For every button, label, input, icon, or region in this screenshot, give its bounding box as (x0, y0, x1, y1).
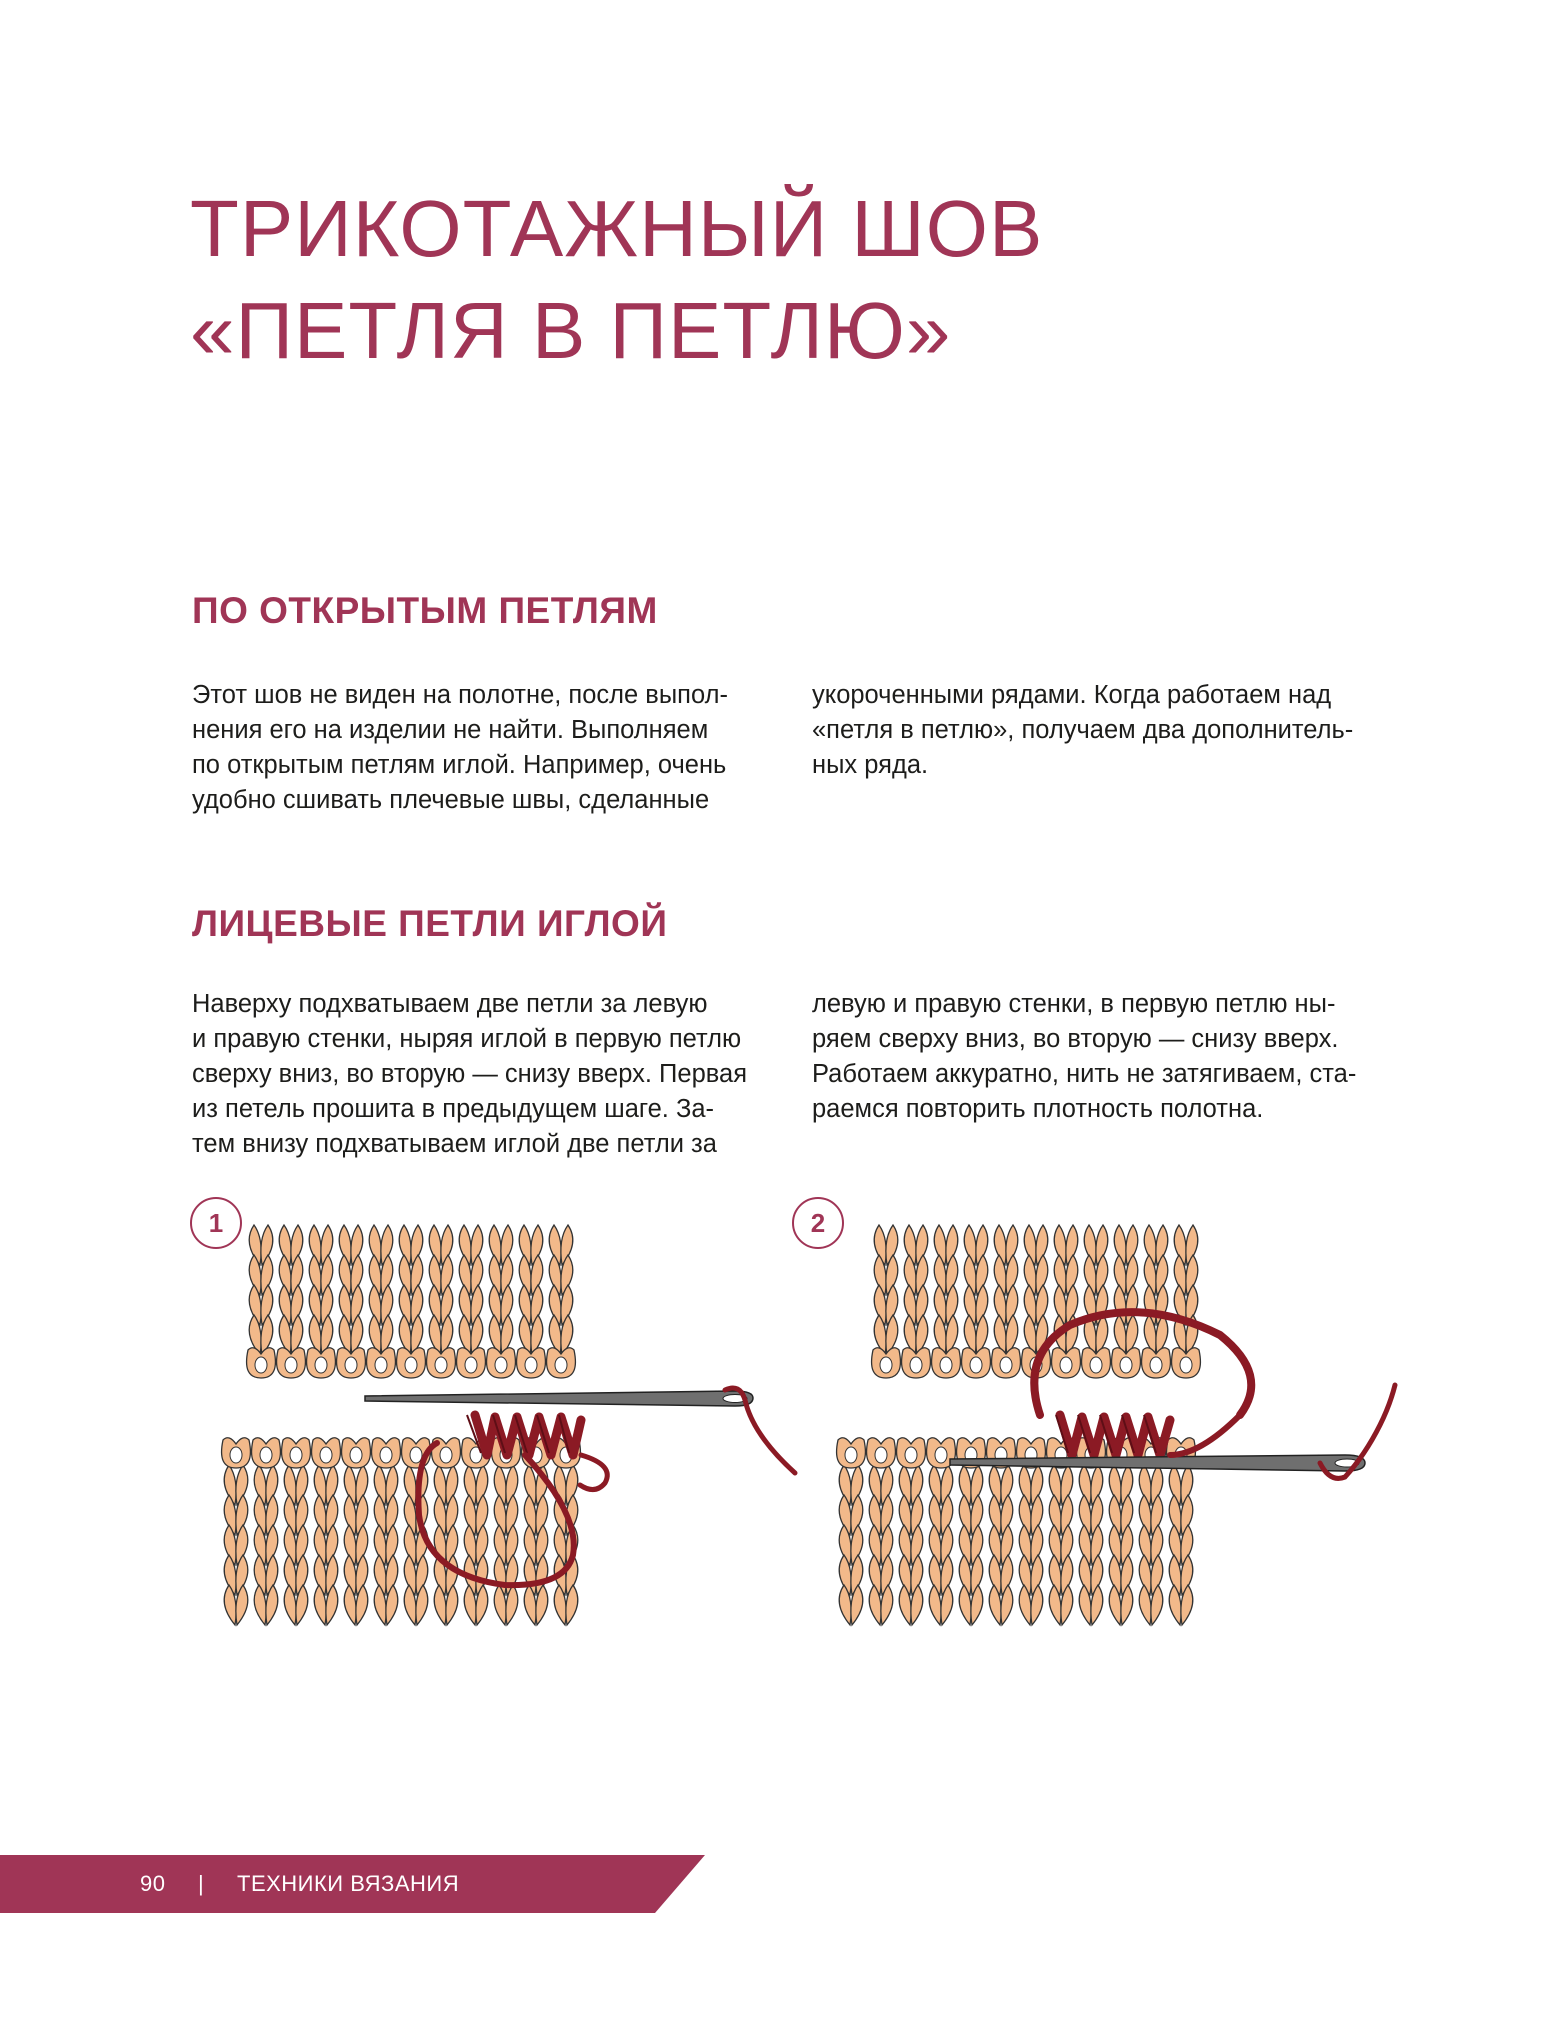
knit-loop-hole (880, 1357, 892, 1373)
text-line: удобно сшивать плечевые швы, сделанные (192, 786, 710, 814)
step-1-badge: 1 (190, 1197, 242, 1249)
knit-loop-hole (290, 1447, 302, 1463)
knit-loop-hole (1090, 1357, 1102, 1373)
text-line: левую и правую стенки, в первую петлю ны- (812, 990, 1336, 1018)
knit-fabric-bottom (222, 1438, 581, 1625)
knit-loop-hole (405, 1357, 417, 1373)
text-line: Этот шов не виден на полотне, после выпол- (192, 681, 728, 709)
knit-loop-hole (1180, 1357, 1192, 1373)
text-line: и правую стенки, ныряя иглой в первую петлю (192, 1025, 742, 1053)
knit-loop-hole (285, 1357, 297, 1373)
knit-loop-hole (495, 1357, 507, 1373)
text-line: тем внизу подхватываем иглой две петли за (192, 1130, 717, 1158)
knit-loop-hole (440, 1447, 452, 1463)
text-line: сверху вниз, во вторую — снизу вверх. Первая (192, 1060, 747, 1088)
title-line-2: «ПЕТЛЯ В ПЕТЛЮ» (190, 286, 952, 375)
text-line: раемся повторить плотность полотна. (812, 1095, 1264, 1123)
knit-loop-hole (1060, 1357, 1072, 1373)
needle-icon (365, 1391, 753, 1406)
text-line: «петля в петлю», получаем два дополнитель- (812, 716, 1354, 744)
footer-separator: | (198, 1871, 205, 1896)
knit-loop-hole (320, 1447, 332, 1463)
text-line: укороченными рядами. Когда работаем над (812, 681, 1332, 709)
page-title (190, 178, 1043, 382)
section1-column-2 (812, 678, 1385, 783)
figure-step-1-illustration (205, 1215, 805, 1675)
text-line: Работаем аккуратно, нить не затягиваем, ста- (812, 1060, 1357, 1088)
page-number: 90 (140, 1871, 166, 1896)
knit-loop-hole (555, 1357, 567, 1373)
title-line-1: ТРИКОТАЖНЫЙ ШОВ (190, 184, 1044, 273)
knit-loop-hole (230, 1447, 242, 1463)
knit-fabric-top (247, 1225, 576, 1378)
knit-loop-hole (345, 1357, 357, 1373)
step-2-badge: 2 (792, 1197, 844, 1249)
knit-loop-hole (465, 1357, 477, 1373)
section2-column-1 (192, 987, 765, 1162)
knit-loop-hole (875, 1447, 887, 1463)
section2-column-2 (812, 987, 1385, 1127)
knit-loop-hole (845, 1447, 857, 1463)
text-line: Наверху подхватываем две петли за левую (192, 990, 708, 1018)
text-line: ряем сверху вниз, во вторую — снизу вверх. (812, 1025, 1339, 1053)
text-line: из петель прошита в предыдущем шаге. За- (192, 1095, 715, 1123)
knit-loop-hole (350, 1447, 362, 1463)
knit-loop-hole (1120, 1357, 1132, 1373)
knit-loop-hole (260, 1447, 272, 1463)
text-line: по открытым петлям иглой. Например, очень (192, 751, 727, 779)
knit-loop-hole (410, 1447, 422, 1463)
section-heading-open-loops: ПО ОТКРЫТЫМ ПЕТЛЯМ (192, 590, 658, 631)
knit-loop-hole (940, 1357, 952, 1373)
knit-loop-hole (525, 1357, 537, 1373)
knit-loop-hole (970, 1357, 982, 1373)
section-heading-knit-stitches: ЛИЦЕВЫЕ ПЕТЛИ ИГЛОЙ (192, 903, 668, 944)
knit-loop-hole (1150, 1357, 1162, 1373)
knit-loop-hole (1000, 1357, 1012, 1373)
footer-section-title: ТЕХНИКИ ВЯЗАНИЯ (237, 1871, 460, 1896)
knit-loop-hole (315, 1357, 327, 1373)
knit-loop-hole (435, 1357, 447, 1373)
figure-step-2-illustration (820, 1215, 1420, 1675)
knit-loop-hole (905, 1447, 917, 1463)
knit-fabric-top (872, 1225, 1201, 1378)
knit-loop-hole (255, 1357, 267, 1373)
knit-loop-hole (380, 1447, 392, 1463)
section1-column-1 (192, 678, 765, 818)
knit-loop-hole (910, 1357, 922, 1373)
text-line: ных ряда. (812, 751, 929, 779)
text-line: нения его на изделии не найти. Выполняем (192, 716, 709, 744)
knit-loop-hole (935, 1447, 947, 1463)
knit-loop-hole (375, 1357, 387, 1373)
